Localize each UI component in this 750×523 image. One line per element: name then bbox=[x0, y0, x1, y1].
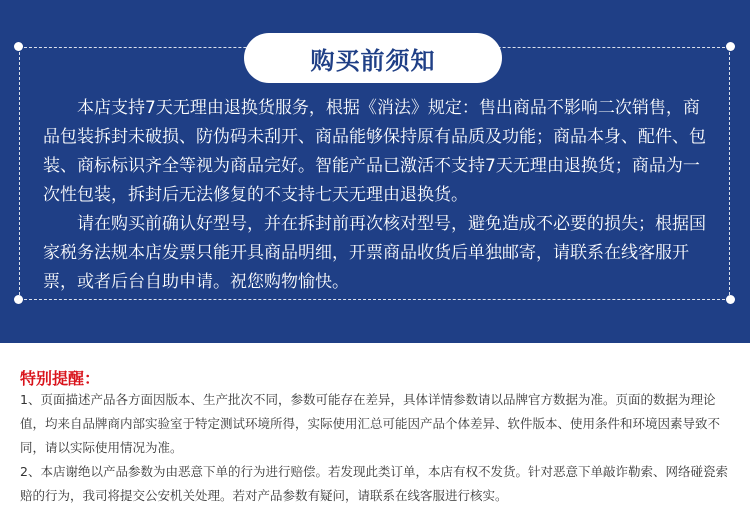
notice-paragraph: 请在购买前确认好型号，并在拆封前再次核对型号，避免造成不必要的损失；根据国家税务法规本店发票只能开具商品明细，开票商品收货后单独邮寄，请联系在线客服开票，或者后台自助申请。祝您购物愉快。 bbox=[43, 214, 706, 292]
notice-paragraph: 本店支持7天无理由退换货服务，根据《消法》规定：售出商品不影响二次销售，商品包装拆封未破损、防伪码未刮开、商品能够保持原有品质及功能；商品本身、配件、包装、商标标识齐全等视为商品完好。智能产品已激活不支持7天无理由退换货；商品为一次性包装，拆封后无法修复的不支持七天无理由退换货。 bbox=[43, 98, 706, 205]
page-title: 购买前须知 bbox=[310, 46, 436, 75]
reminder-heading: 特别提醒： bbox=[20, 369, 101, 388]
notice-body bbox=[43, 94, 708, 297]
corner-dot-icon bbox=[14, 295, 23, 304]
reminder-list bbox=[20, 388, 732, 508]
corner-dot-icon bbox=[726, 42, 735, 51]
title-pill bbox=[244, 33, 502, 83]
corner-dot-icon bbox=[14, 42, 23, 51]
reminder-item: 1、页面描述产品各方面因版本、生产批次不同，参数可能存在差异，具体详情参数请以品牌官方数据为准。页面的数据为理论值，均来自品牌商内部实验室于特定测试环境所得，实际使用汇总可能因产品个体差异、软件版本、使用条件和环境因素导致不同，请以实际使用情况为准。 bbox=[20, 392, 721, 455]
reminder-item: 2、本店谢绝以产品参数为由恶意下单的行为进行赔偿。若发现此类订单，本店有权不发货。针对恶意下单敲诈勒索、网络碰瓷索赔的行为，我司将提交公安机关处理。若对产品参数有疑问，请联系在线客服进行核实。 bbox=[20, 464, 728, 503]
corner-dot-icon bbox=[726, 295, 735, 304]
